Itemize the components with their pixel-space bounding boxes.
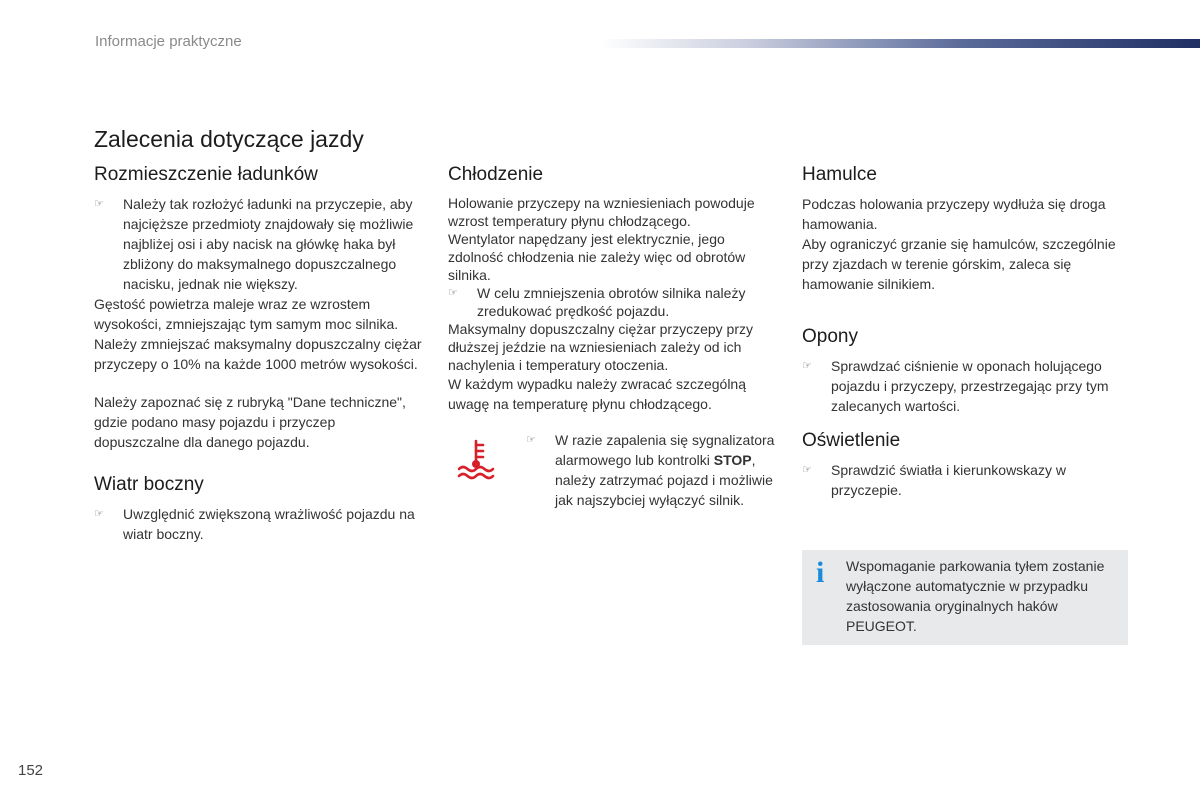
paragraph-air-density: Gęstość powietrza maleje wraz ze wzrostem wysokości, zmniejszając tym samym moc silnika. Należy zmniejszać maksymalny dopuszczalny ciężar przyczepy o 10% na każde 1000 metrów wysokości.: [94, 296, 422, 372]
stop-label: STOP: [713, 452, 752, 468]
coolant-temperature-icon: [448, 430, 526, 510]
warning-text-end: , należy zatrzymać pojazd i możliwie jak najszybciej wyłączyć silnik.: [555, 452, 773, 508]
page-title: Zalecenia dotyczące jazdy: [94, 126, 364, 152]
info-note-text: Wspomaganie parkowania tyłem zostanie wyłączone automatycznie w przypadku zastosowania oryginalnych haków PEUGEOT.: [846, 558, 1105, 634]
warning-text-start: W razie zapalenia się sygnalizatora alarmowego lub kontrolki: [555, 432, 775, 468]
paragraph-max-weight: Maksymalny dopuszczalny ciężar przyczepy przy dłuższej jeździe na wzniesieniach zależy od ich nachylenia i temperatury otoczenia.: [448, 321, 753, 373]
bullet-item: [448, 284, 783, 320]
bullet-item: [802, 460, 1127, 500]
paragraph-fan: Wentylator napędzany jest elektrycznie, jego zdolność chłodzenia nie zależy więc od obrotów silnika.: [448, 231, 746, 283]
warning-block: [448, 430, 783, 510]
column-middle: [448, 162, 783, 510]
paragraph-technical-data: Należy zapoznać się z rubryką "Dane techniczne", gdzie podano masy pojazdu i przyczep dopuszczalne dla danego pojazdu.: [94, 394, 406, 450]
section-title-lighting: Oświetlenie: [802, 430, 901, 451]
column-right: [802, 162, 1127, 500]
bullet-item: [802, 356, 1127, 416]
section-title-tyres: Opony: [802, 326, 858, 347]
header-gradient-bar: [600, 39, 1200, 48]
bullet-item: [526, 430, 783, 510]
pointing-hand-icon: ☞: [448, 287, 458, 299]
bullet-text: Uwzględnić zwiększoną wrażliwość pojazdu na wiatr boczny.: [123, 506, 415, 542]
paragraph-braking-distance: Podczas holowania przyczepy wydłuża się droga hamowania.: [802, 196, 1106, 232]
column-left: [94, 162, 424, 544]
bullet-text: Należy tak rozłożyć ładunki na przyczepie, aby najcięższe przedmioty znajdowały się możliwie najbliżej osi i aby nacisk na główkę haka był zbliżony do maksymalnego dopuszczalnego nacisku, jednak nie większy.: [123, 196, 414, 292]
bullet-item: [94, 504, 424, 544]
section-title-load-distribution: Rozmieszczenie ładunków: [94, 164, 318, 185]
paragraph-engine-braking: Aby ograniczyć grzanie się hamulców, szczególnie przy zjazdach w terenie górskim, zaleca się hamowanie silnikiem.: [802, 236, 1116, 292]
paragraph-cooling-temp: Holowanie przyczepy na wzniesieniach powoduje wzrost temperatury płynu chłodzącego.: [448, 195, 755, 229]
pointing-hand-icon: ☞: [802, 464, 812, 476]
section-title-cooling: Chłodzenie: [448, 164, 544, 185]
pointing-hand-icon: ☞: [94, 508, 104, 520]
section-title-crosswind: Wiatr boczny: [94, 474, 204, 495]
header-section-title: Informacje praktyczne: [95, 33, 242, 50]
pointing-hand-icon: ☞: [526, 434, 536, 446]
bullet-item: [94, 194, 424, 294]
bullet-text: Sprawdzać ciśnienie w oponach holującego pojazdu i przyczepy, przestrzegając przy tym zalecanych wartości.: [831, 358, 1109, 414]
bullet-text: [555, 430, 783, 510]
info-note-box: [802, 550, 1128, 645]
bullet-text: Sprawdzić światła i kierunkowskazy w przyczepie.: [831, 462, 1066, 498]
pointing-hand-icon: ☞: [94, 198, 104, 210]
pointing-hand-icon: ☞: [802, 360, 812, 372]
bullet-text: W celu zmniejszenia obrotów silnika należy zredukować prędkość pojazdu.: [477, 285, 746, 319]
paragraph-coolant-attention: W każdym wypadku należy zwracać szczególną uwagę na temperaturę płynu chłodzącego.: [448, 376, 747, 412]
info-icon: i: [816, 556, 825, 589]
section-title-brakes: Hamulce: [802, 164, 877, 185]
page-number: 152: [18, 762, 44, 779]
